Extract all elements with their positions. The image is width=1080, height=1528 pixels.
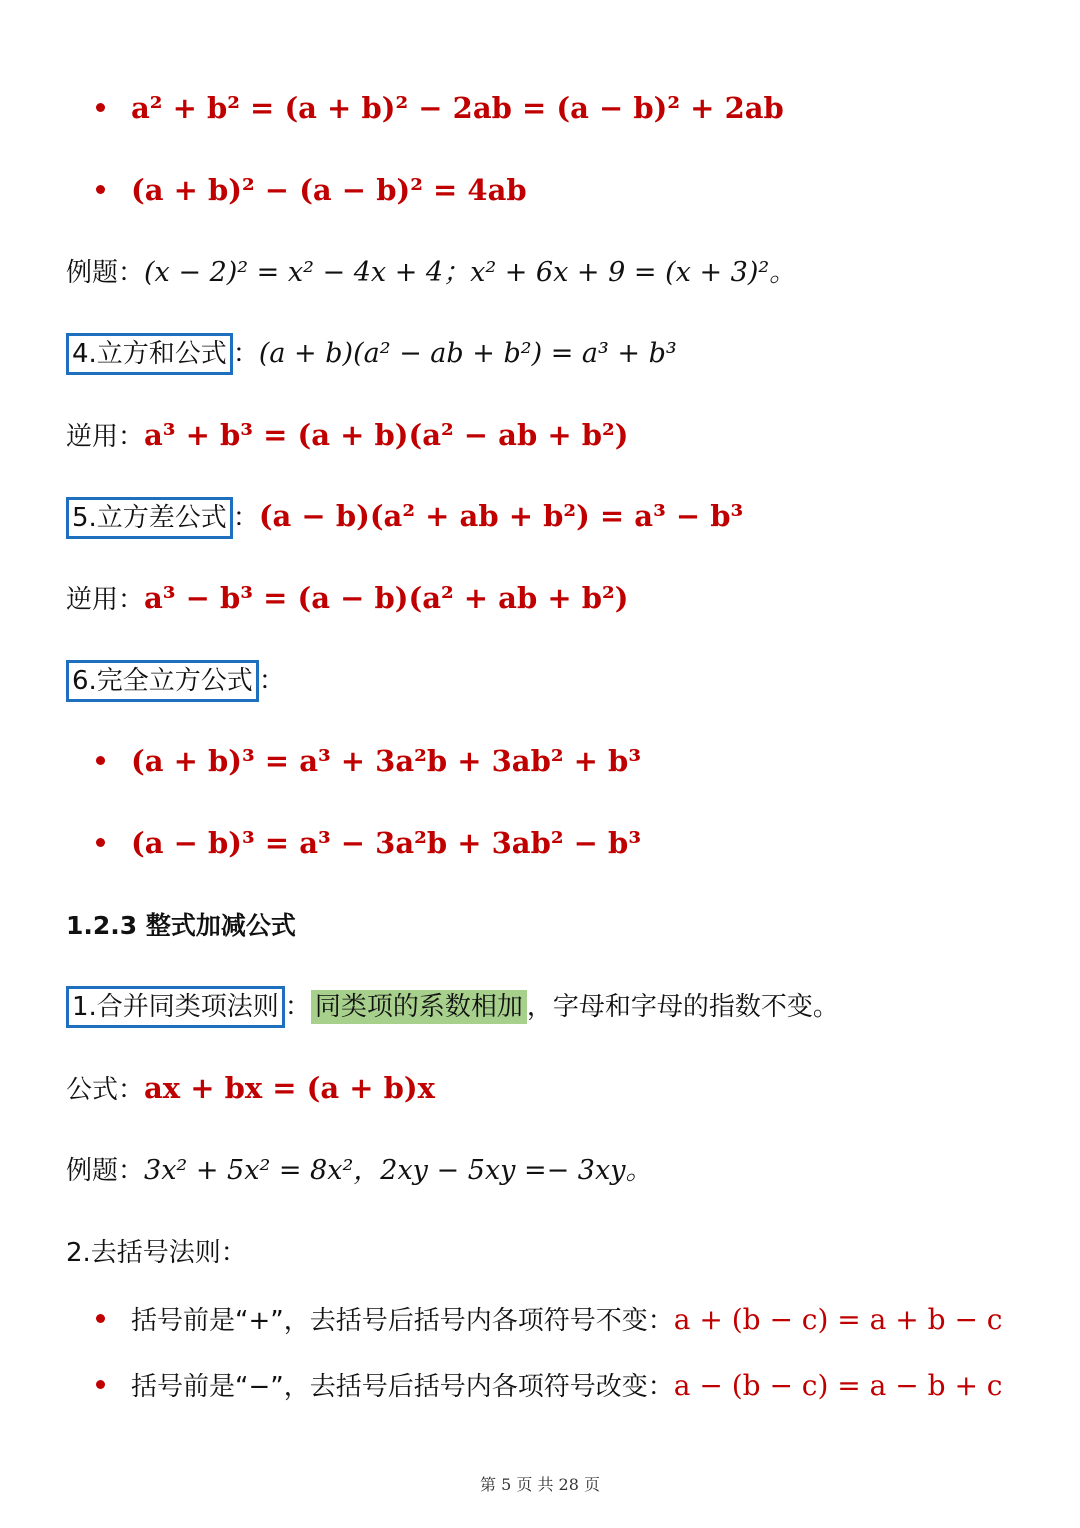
- bullet-dot: [96, 1380, 105, 1389]
- bullet-item: [96, 1300, 1003, 1341]
- section-4: [66, 333, 677, 375]
- rule-text: ，字母和字母的指数不变。: [526, 992, 839, 1022]
- example-text: (x − 2)² = x² − 4x + 4；x² + 6x + 9 = (x + 3)²。: [144, 257, 797, 288]
- colon: ：: [284, 992, 311, 1022]
- highlighted-text: 同类项的系数相加: [311, 990, 527, 1024]
- inverse-label: 逆用：: [66, 422, 145, 452]
- formula-label: 公式：: [66, 1075, 145, 1105]
- bullet-item: [96, 170, 527, 211]
- formula: a − (b − c) = a − b + c: [673, 1369, 1003, 1402]
- formula: (a + b)³ = a³ + 3a²b + 3ab² + b³: [131, 744, 642, 778]
- formula: (a + b)(a² − ab + b²) = a³ + b³: [258, 338, 677, 369]
- formula: a + (b − c) = a + b − c: [673, 1303, 1003, 1336]
- section-title-box: 6.完全立方公式: [66, 660, 259, 702]
- bullet-item: [96, 823, 641, 864]
- example-text: 3x² + 5x² = 8x²，2xy − 5xy =− 3xy。: [144, 1155, 653, 1186]
- inverse-label: 逆用：: [66, 585, 145, 615]
- section-title-box: 5.立方差公式: [66, 497, 233, 539]
- formula: (a − b)(a² + ab + b²) = a³ − b³: [258, 499, 744, 533]
- bullet-item: [96, 741, 641, 782]
- bullet-dot: [96, 185, 105, 194]
- example-line: [66, 1150, 652, 1191]
- colon: ：: [232, 503, 259, 533]
- bullet-text: 括号前是“−”，去括号后括号内各项符号改变：: [131, 1372, 674, 1402]
- bullet-text: 括号前是“+”，去括号后括号内各项符号不变：: [131, 1306, 674, 1336]
- bullet-item: [96, 1366, 1003, 1407]
- formula: (a − b)³ = a³ − 3a²b + 3ab² − b³: [131, 826, 642, 860]
- formula: ax + bx = (a + b)x: [144, 1071, 435, 1105]
- example-label: 例题：: [66, 1156, 145, 1186]
- rule-2: [66, 1232, 247, 1273]
- subsection-heading: [66, 905, 296, 946]
- formula: (a + b)² − (a − b)² = 4ab: [131, 173, 527, 207]
- heading-text: 1.2.3 整式加减公式: [66, 911, 296, 940]
- example-label: 例题：: [66, 258, 145, 288]
- formula: a³ − b³ = (a − b)(a² + ab + b²): [144, 581, 629, 615]
- bullet-item: [96, 88, 784, 129]
- section-title-box: 4.立方和公式: [66, 333, 233, 375]
- inverse-line: [66, 578, 628, 620]
- bullet-dot: [96, 1314, 105, 1323]
- bullet-dot: [96, 756, 105, 765]
- bullet-dot: [96, 838, 105, 847]
- section-5: [66, 496, 743, 539]
- colon: ：: [232, 339, 259, 369]
- colon: ：: [258, 666, 285, 696]
- inverse-line: [66, 415, 628, 457]
- section-6: [66, 660, 285, 702]
- rule-1: [66, 986, 839, 1028]
- formula: a³ + b³ = (a + b)(a² − ab + b²): [144, 418, 629, 452]
- example-line: [66, 252, 796, 293]
- section-title-box: 1.合并同类项法则: [66, 986, 285, 1028]
- page-footer: 第 5 页 共 28 页: [480, 1475, 600, 1494]
- rule-label: 2.去括号法则：: [66, 1238, 247, 1268]
- formula: a² + b² = (a + b)² − 2ab = (a − b)² + 2ab: [131, 91, 784, 125]
- formula-line: [66, 1068, 435, 1110]
- bullet-dot: [96, 103, 105, 112]
